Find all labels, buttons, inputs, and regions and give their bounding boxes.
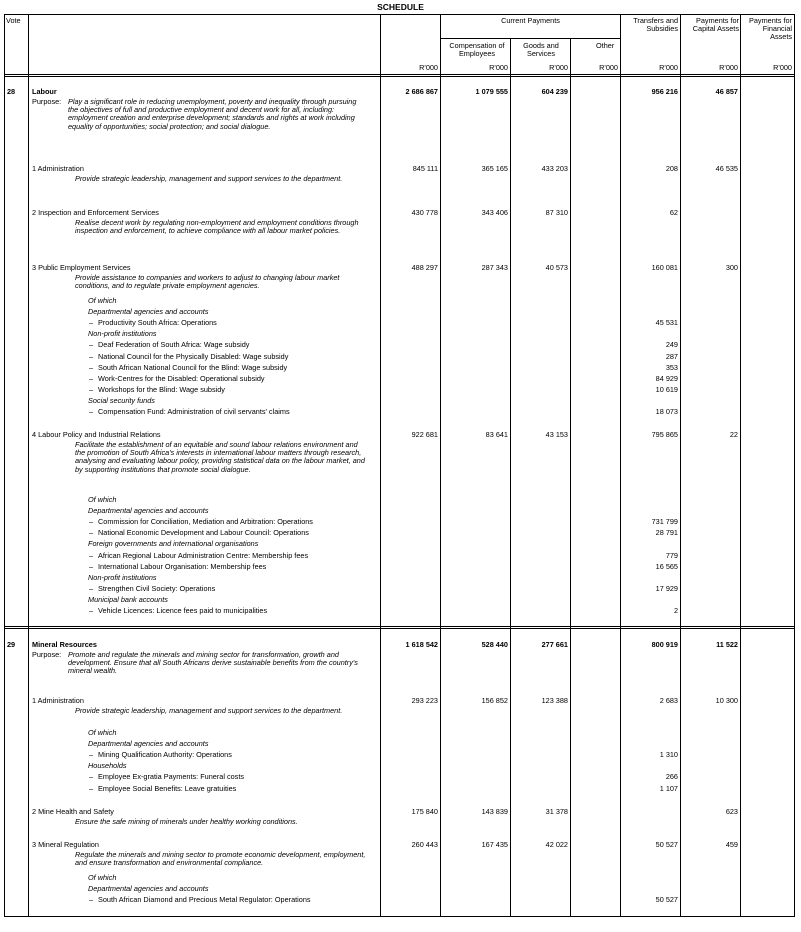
of-which-label: Of which [88, 296, 117, 305]
bullet-dash: – [89, 407, 94, 416]
line-item-label: Vehicle Licences: Licence fees paid to municipalities [98, 606, 268, 615]
unit-other: R'000 [599, 63, 618, 72]
bullet-dash: – [89, 373, 94, 383]
bullet-dash: – [89, 550, 94, 560]
bullet-dash: – [89, 362, 94, 372]
programme-compensation: 167 435 [481, 840, 508, 849]
line-item-label: National Economic Development and Labour Council: Operations [98, 528, 309, 538]
programme-total: 488 297 [411, 263, 438, 272]
programme-name: 1 Administration [32, 164, 84, 173]
line-item-label: Work-Centres for the Disabled: Operational subsidy [98, 373, 265, 383]
programme-capital: 459 [725, 840, 738, 849]
programme-total: 260 443 [411, 840, 438, 849]
line-item-transfers: 18 073 [655, 407, 678, 416]
programme-description: Realise decent work by regulating non-employment and employment conditions through inspection and enforcement, to achieve compliance with all labour market policies. [75, 218, 359, 236]
purpose-label: Purpose: [32, 650, 62, 659]
programme-description: Provide strategic leadership, management and support services to the department. [75, 706, 343, 715]
bullet-dash: – [89, 351, 94, 361]
line-item-transfers: 1 310 [659, 750, 678, 760]
category-label: Non-profit institutions [88, 572, 157, 582]
line-item-label: African Regional Labour Administration Centre: Membership fees [98, 550, 309, 560]
vote-total: 2 686 867 [405, 87, 438, 96]
programme-capital: 10 300 [715, 696, 738, 705]
programme-transfers: 795 865 [651, 430, 678, 439]
line-item-transfers: 1 107 [659, 783, 678, 793]
header-capital: Payments for Capital Assets [692, 16, 739, 34]
programme-total: 293 223 [411, 696, 438, 705]
category-label: Social security funds [88, 395, 155, 405]
header-current-payments: Current Payments [501, 16, 560, 25]
programme-compensation: 156 852 [481, 696, 508, 705]
programme-transfers: 50 527 [655, 840, 678, 849]
line-item-label: Mining Qualification Authority: Operations [98, 750, 232, 760]
category-label: Departmental agencies and accounts [88, 506, 209, 516]
programme-description: Ensure the safe mining of minerals under healthy working conditions. [75, 817, 298, 826]
vote-goods: 277 661 [541, 640, 568, 649]
line-item-transfers: 84 929 [655, 373, 678, 383]
programme-capital: 46 535 [715, 164, 738, 173]
line-item-transfers: 28 791 [655, 528, 678, 538]
line-item-transfers: 731 799 [651, 517, 678, 527]
line-item-transfers: 16 565 [655, 561, 678, 571]
line-item-transfers: 353 [665, 362, 678, 372]
category-label: Departmental agencies and accounts [88, 884, 209, 894]
vote-number: 28 [7, 87, 16, 96]
programme-goods: 123 388 [541, 696, 568, 705]
vote-capital: 11 522 [716, 640, 738, 649]
programme-name: 3 Mineral Regulation [32, 840, 99, 849]
category-label: Households [88, 761, 127, 771]
category-label: Departmental agencies and accounts [88, 739, 209, 749]
line-item-label: Compensation Fund: Administration of civil servants' claims [98, 407, 290, 416]
bullet-dash: – [89, 772, 94, 782]
bullet-dash: – [89, 895, 94, 905]
line-item-label: Employee Ex-gratia Payments: Funeral costs [98, 772, 244, 782]
programme-compensation: 343 406 [481, 208, 508, 217]
header-goods: Goods and Services [523, 41, 559, 59]
header-other: Other [596, 41, 615, 50]
bullet-dash: – [89, 384, 94, 394]
line-item-label: Productivity South Africa: Operations [98, 318, 217, 328]
unit-goods: R'000 [549, 63, 568, 72]
bullet-dash: – [89, 583, 94, 593]
bullet-dash: – [89, 517, 94, 527]
programme-goods: 40 573 [545, 263, 568, 272]
of-which-label: Of which [88, 728, 117, 737]
programme-description: Regulate the minerals and mining sector to promote economic development, employment, and ensure transformation and environmental compliance. [75, 850, 366, 868]
programme-total: 175 840 [411, 807, 438, 816]
unit-total: R'000 [419, 63, 438, 72]
vote-compensation: 1 079 555 [475, 87, 508, 96]
header-compensation: Compensation of Employees [449, 41, 505, 59]
vote-transfers: 800 919 [651, 640, 678, 649]
programme-goods: 87 310 [545, 208, 568, 217]
programme-total: 922 681 [411, 430, 438, 439]
vote-compensation: 528 440 [481, 640, 508, 649]
bullet-dash: – [89, 561, 94, 571]
category-label: Municipal bank accounts [88, 594, 168, 604]
programme-transfers: 2 683 [659, 696, 678, 705]
of-which-label: Of which [88, 495, 117, 504]
programme-description: Provide strategic leadership, management and support services to the department. [75, 174, 343, 183]
line-item-transfers: 779 [665, 550, 678, 560]
programme-total: 845 111 [412, 164, 438, 173]
line-item-label: National Council for the Physically Disabled: Wage subsidy [98, 351, 289, 361]
vote-purpose: Play a significant role in reducing unemployment, poverty and inequality through pursuing the objectives of full and productive employment and decent work for all, including: employment creation and enterprise development; standards and rights at work including equality of opportunities; social protection; and social dialogue. [68, 97, 357, 131]
line-item-transfers: 10 619 [655, 384, 678, 394]
vote-name: Mineral Resources [32, 640, 97, 649]
line-item-label: South African National Council for the Blind: Wage subsidy [98, 362, 288, 372]
vote-transfers: 956 216 [651, 87, 678, 96]
programme-description: Facilitate the establishment of an equitable and sound labour relations environment and the promotion of South Africa's interests in international labour matters through research, analysing and evaluating labour policy, providing statistical data on the labour market, and by supporting institutions that promote social dialogue. [75, 440, 365, 474]
line-item-label: Workshops for the Blind: Wage subsidy [98, 384, 225, 394]
unit-compensation: R'000 [489, 63, 508, 72]
line-item-label: Strengthen Civil Society: Operations [98, 583, 216, 593]
line-item-transfers: 45 531 [655, 318, 678, 328]
bullet-dash: – [89, 340, 94, 350]
vote-purpose: Promote and regulate the minerals and mining sector for transformation, growth and development. Ensure that all South Africans derive sustainable benefits from the country's mineral wealth. [68, 650, 358, 676]
purpose-label: Purpose: [32, 97, 62, 106]
line-item-transfers: 2 [673, 606, 678, 615]
programme-description: Provide assistance to companies and workers to adjust to changing labour market conditions, and to regulate private employment agencies. [75, 273, 340, 291]
programme-goods: 42 022 [545, 840, 568, 849]
line-item-transfers: 50 527 [655, 895, 678, 905]
programme-compensation: 143 839 [481, 807, 508, 816]
vote-goods: 604 239 [541, 87, 568, 96]
programme-compensation: 365 165 [481, 164, 508, 173]
programme-capital: 300 [725, 263, 738, 272]
bullet-dash: – [89, 750, 94, 760]
line-item-label: Deaf Federation of South Africa: Wage subsidy [98, 340, 250, 350]
programme-compensation: 83 641 [485, 430, 508, 439]
programme-name: 4 Labour Policy and Industrial Relations [32, 430, 161, 439]
programme-transfers: 208 [665, 164, 678, 173]
programme-goods: 43 153 [545, 430, 568, 439]
line-item-transfers: 266 [665, 772, 678, 782]
bullet-dash: – [89, 606, 94, 615]
header-financial: Payments for Financial Assets [749, 16, 792, 42]
programme-goods: 433 203 [541, 164, 568, 173]
vote-name: Labour [32, 87, 57, 96]
programme-name: 2 Inspection and Enforcement Services [32, 208, 159, 217]
programme-transfers: 160 081 [651, 263, 678, 272]
vote-capital: 46 857 [715, 87, 738, 96]
line-item-label: International Labour Organisation: Membership fees [98, 561, 267, 571]
category-label: Non-profit institutions [88, 329, 157, 339]
bullet-dash: – [89, 783, 94, 793]
line-item-transfers: 287 [665, 351, 678, 361]
of-which-label: Of which [88, 873, 117, 882]
line-item-label: Commission for Conciliation, Mediation and Arbitration: Operations [98, 517, 313, 527]
line-item-transfers: 17 929 [655, 583, 678, 593]
bullet-dash: – [89, 318, 94, 328]
unit-capital: R'000 [719, 63, 738, 72]
unit-transfers: R'000 [659, 63, 678, 72]
vote-total: 1 618 542 [405, 640, 438, 649]
programme-capital: 623 [725, 807, 738, 816]
programme-goods: 31 378 [545, 807, 568, 816]
programme-name: 1 Administration [32, 696, 84, 705]
line-item-transfers: 249 [665, 340, 678, 350]
category-label: Foreign governments and international organisations [88, 539, 259, 549]
programme-transfers: 62 [669, 208, 678, 217]
unit-financial: R'000 [773, 63, 792, 72]
programme-name: 2 Mine Health and Safety [32, 807, 114, 816]
category-label: Departmental agencies and accounts [88, 307, 209, 317]
header-transfers: Transfers and Subsidies [633, 16, 678, 34]
vote-number: 29 [7, 640, 16, 649]
programme-name: 3 Public Employment Services [32, 263, 131, 272]
header-vote: Vote [6, 16, 21, 25]
programme-total: 430 778 [411, 208, 438, 217]
programme-compensation: 287 343 [481, 263, 508, 272]
bullet-dash: – [89, 528, 94, 538]
schedule-title: SCHEDULE [377, 2, 424, 12]
line-item-label: Employee Social Benefits: Leave gratuities [98, 783, 237, 793]
line-item-label: South African Diamond and Precious Metal Regulator: Operations [98, 895, 311, 905]
programme-capital: 22 [729, 430, 738, 439]
